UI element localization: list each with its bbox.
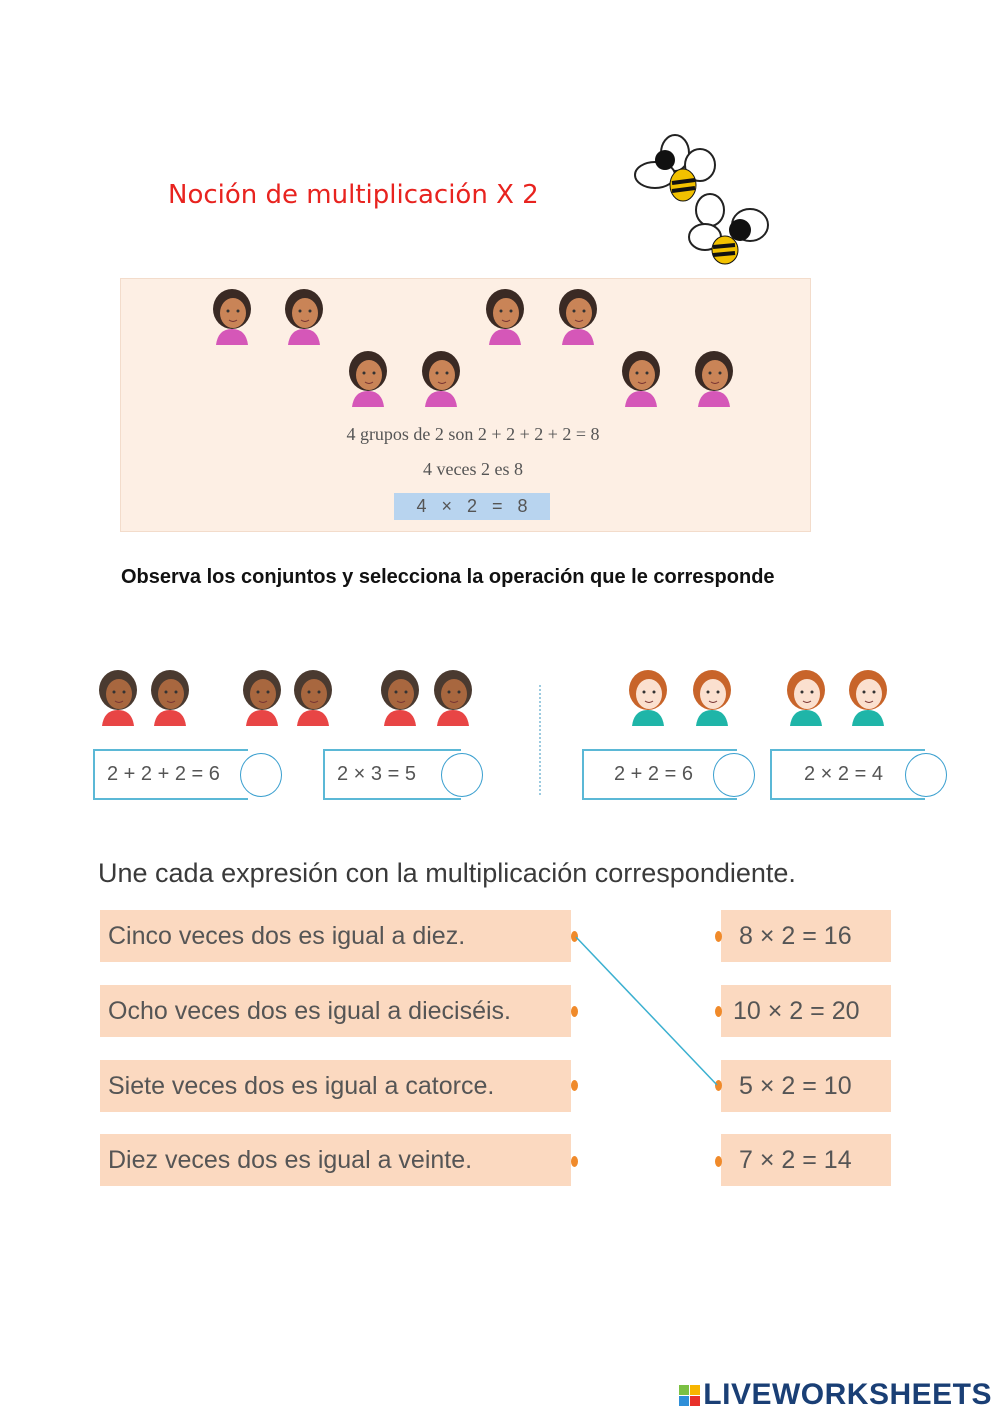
match-right-dot-1[interactable] [715, 931, 722, 942]
girl-face-icon [690, 349, 738, 407]
example-line-1: 4 grupos de 2 son 2 + 2 + 2 + 2 = 8 [346, 424, 600, 444]
boy-face-icon [376, 668, 424, 726]
girl-face-icon [617, 349, 665, 407]
divider [539, 685, 541, 795]
match-right-item: 10 × 2 = 20 [721, 985, 891, 1037]
option-select-circle-4[interactable] [905, 753, 947, 797]
girl-face-icon [280, 287, 328, 345]
boy-face-icon [289, 668, 337, 726]
match-left-item: Diez veces dos es igual a veinte. [100, 1134, 571, 1186]
match-right-item: 8 × 2 = 16 [721, 910, 891, 962]
logo-mark-icon [679, 1385, 700, 1406]
match-left-dot-4[interactable] [571, 1156, 578, 1167]
match-left-item: Siete veces dos es igual a catorce. [100, 1060, 571, 1112]
match-right-dot-3[interactable] [715, 1080, 722, 1091]
option-box-2[interactable]: 2 × 3 = 5 [323, 749, 461, 800]
option-select-circle-1[interactable] [240, 753, 282, 797]
girl-glasses-face-icon [624, 668, 672, 726]
bees-icon [625, 125, 785, 275]
girl-glasses-face-icon [844, 668, 892, 726]
instruction-text: Observa los conjuntos y selecciona la operación que le corresponde [121, 566, 775, 588]
boy-face-icon [238, 668, 286, 726]
option-select-circle-2[interactable] [441, 753, 483, 797]
match-heading: Une cada expresión con la multiplicación correspondiente. [98, 858, 796, 888]
match-left-dot-2[interactable] [571, 1006, 578, 1017]
girl-face-icon [208, 287, 256, 345]
match-left-item: Ocho veces dos es igual a dieciséis. [100, 985, 571, 1037]
option-box-1[interactable]: 2 + 2 + 2 = 6 [93, 749, 248, 800]
page-title: Noción de multiplicación X 2 [168, 180, 539, 210]
girl-glasses-face-icon [688, 668, 736, 726]
option-box-4[interactable]: 2 × 2 = 4 [770, 749, 925, 800]
girl-glasses-face-icon [782, 668, 830, 726]
match-left-dot-3[interactable] [571, 1080, 578, 1091]
logo-text: LIVEWORKSHEETS [703, 1378, 992, 1411]
girl-face-icon [481, 287, 529, 345]
match-left-item: Cinco veces dos es igual a diez. [100, 910, 571, 962]
match-right-dot-4[interactable] [715, 1156, 722, 1167]
boy-face-icon [429, 668, 477, 726]
option-select-circle-3[interactable] [713, 753, 755, 797]
match-right-item: 5 × 2 = 10 [721, 1060, 891, 1112]
boy-face-icon [94, 668, 142, 726]
girl-face-icon [417, 349, 465, 407]
girl-face-icon [554, 287, 602, 345]
match-right-dot-2[interactable] [715, 1006, 722, 1017]
match-left-dot-1[interactable] [571, 931, 578, 942]
example-equation: 4 × 2 = 8 [394, 493, 550, 520]
match-right-item: 7 × 2 = 14 [721, 1134, 891, 1186]
boy-face-icon [146, 668, 194, 726]
example-line-2: 4 veces 2 es 8 [423, 459, 523, 479]
liveworksheets-logo [679, 1378, 992, 1412]
option-box-3[interactable]: 2 + 2 = 6 [582, 749, 737, 800]
girl-face-icon [344, 349, 392, 407]
